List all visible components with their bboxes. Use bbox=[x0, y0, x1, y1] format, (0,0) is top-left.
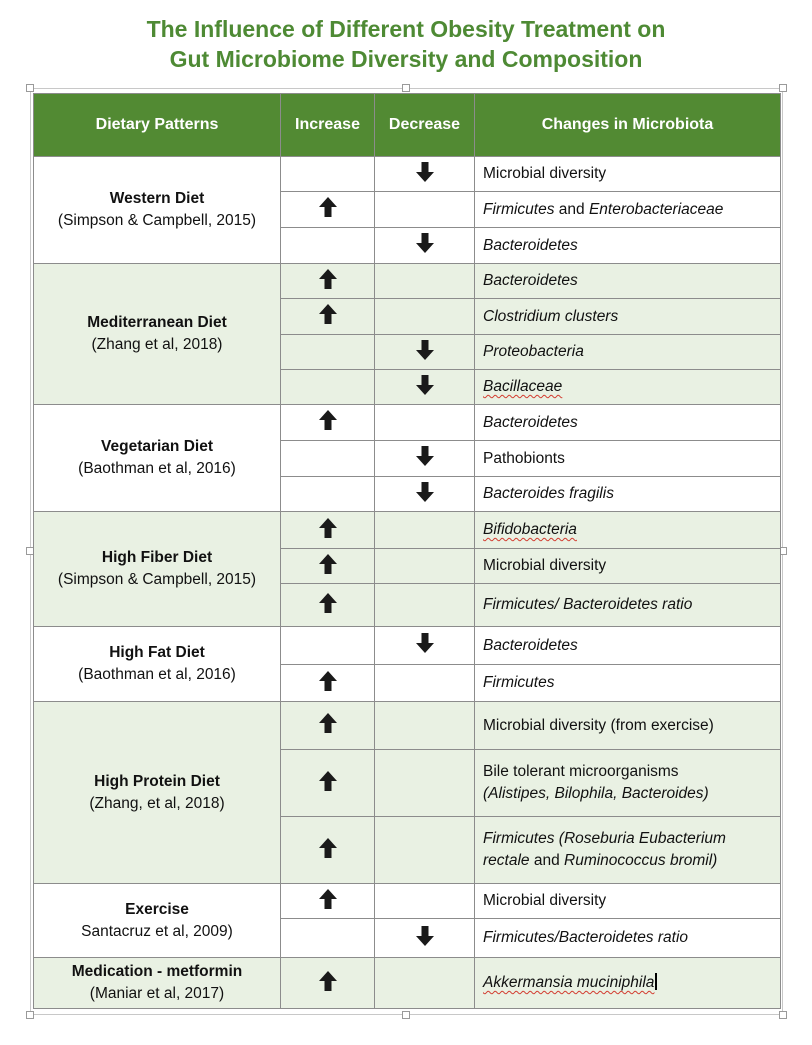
increase-cell bbox=[281, 264, 375, 299]
decrease-cell bbox=[375, 702, 475, 750]
table-row bbox=[34, 702, 781, 750]
microbiota-change-cell bbox=[475, 584, 781, 627]
change-text: and bbox=[529, 852, 565, 869]
change-text: Bifidobacteria bbox=[483, 521, 577, 538]
decrease-cell bbox=[375, 477, 475, 512]
arrow-up-icon bbox=[318, 897, 338, 914]
table-row bbox=[34, 264, 781, 299]
header-dietary-patterns: Dietary Patterns bbox=[34, 94, 281, 157]
arrow-up-icon bbox=[318, 601, 338, 618]
increase-cell bbox=[281, 958, 375, 1009]
dietary-pattern-cell bbox=[34, 884, 281, 958]
pattern-citation: (Baothman et al, 2016) bbox=[78, 460, 236, 477]
increase-cell bbox=[281, 750, 375, 817]
change-text: Firmicutes/Bacteroidetes ratio bbox=[483, 929, 689, 946]
change-text: Firmicutes bbox=[483, 674, 555, 691]
decrease-cell bbox=[375, 157, 475, 192]
dietary-pattern-cell bbox=[34, 958, 281, 1009]
pattern-citation: (Maniar et al, 2017) bbox=[89, 985, 225, 1002]
change-text: Bacillaceae bbox=[483, 378, 563, 395]
microbiota-change-cell bbox=[475, 549, 781, 584]
change-text: Firmicutes/ Bacteroidetes ratio bbox=[483, 596, 693, 613]
increase-cell bbox=[281, 884, 375, 919]
increase-cell bbox=[281, 370, 375, 405]
change-text: rectale bbox=[483, 852, 530, 869]
resize-handle-bottom[interactable] bbox=[402, 1011, 410, 1019]
change-text: Ruminococcus bromil) bbox=[564, 852, 718, 869]
microbiota-change-cell bbox=[475, 264, 781, 299]
change-text: Bacteroidetes bbox=[483, 236, 578, 254]
change-text: Pathobionts bbox=[483, 449, 565, 467]
pattern-name: Medication - metformin bbox=[71, 963, 243, 980]
decrease-cell bbox=[375, 549, 475, 584]
change-text: Akkermansia muciniphila bbox=[483, 974, 655, 991]
text-cursor bbox=[655, 973, 657, 990]
microbiota-change-cell bbox=[475, 512, 781, 549]
dietary-pattern-cell bbox=[34, 264, 281, 405]
microbiota-change-cell bbox=[475, 299, 781, 335]
change-text: Firmicutes (Roseburia Eubacterium bbox=[483, 830, 726, 847]
increase-cell bbox=[281, 549, 375, 584]
change-text: Proteobacteria bbox=[483, 343, 584, 360]
microbiota-change-cell bbox=[475, 627, 781, 665]
table-header-row bbox=[34, 94, 781, 157]
resize-handle-bottom-right[interactable] bbox=[779, 1011, 787, 1019]
title-line-2: Gut Microbiome Diversity and Composition bbox=[169, 46, 643, 72]
arrow-up-icon bbox=[318, 979, 338, 996]
title-line-1: The Influence of Different Obesity Treatment on bbox=[146, 16, 666, 42]
decrease-cell bbox=[375, 817, 475, 884]
decrease-cell bbox=[375, 627, 475, 665]
arrow-down-icon bbox=[415, 348, 435, 365]
table-row bbox=[34, 884, 781, 919]
arrow-down-icon bbox=[415, 641, 435, 658]
increase-cell bbox=[281, 157, 375, 192]
pattern-name: Mediterranean Diet bbox=[87, 314, 227, 331]
microbiota-change-cell bbox=[475, 884, 781, 919]
arrow-up-icon bbox=[318, 312, 338, 329]
dietary-pattern-cell bbox=[34, 157, 281, 264]
change-text: Clostridium clusters bbox=[483, 307, 619, 325]
microbiota-change-cell bbox=[475, 750, 781, 817]
pattern-citation: (Simpson & Campbell, 2015) bbox=[57, 212, 257, 229]
change-text: Bacteroidetes bbox=[483, 272, 578, 289]
arrow-up-icon bbox=[318, 205, 338, 222]
arrow-up-icon bbox=[318, 418, 338, 435]
decrease-cell bbox=[375, 299, 475, 335]
decrease-cell bbox=[375, 584, 475, 627]
change-text: Microbial diversity bbox=[483, 165, 607, 182]
arrow-up-icon bbox=[318, 679, 338, 696]
resize-handle-top-left[interactable] bbox=[26, 84, 34, 92]
table-row bbox=[34, 958, 781, 1009]
microbiota-change-cell bbox=[475, 228, 781, 264]
resize-handle-top-right[interactable] bbox=[779, 84, 787, 92]
microbiome-table bbox=[33, 93, 781, 1009]
microbiota-change-cell bbox=[475, 370, 781, 405]
page-title bbox=[0, 14, 812, 74]
resize-handle-top[interactable] bbox=[402, 84, 410, 92]
arrow-up-icon bbox=[318, 721, 338, 738]
arrow-down-icon bbox=[415, 934, 435, 951]
decrease-cell bbox=[375, 405, 475, 441]
pattern-name: Exercise bbox=[125, 900, 189, 918]
increase-cell bbox=[281, 192, 375, 228]
pattern-name: High Protein Diet bbox=[94, 772, 220, 790]
change-text: and bbox=[554, 200, 589, 218]
change-text: Bacteroides fragilis bbox=[483, 485, 614, 502]
change-text: Bacteroidetes bbox=[483, 636, 578, 654]
increase-cell bbox=[281, 477, 375, 512]
decrease-cell bbox=[375, 335, 475, 370]
increase-cell bbox=[281, 299, 375, 335]
decrease-cell bbox=[375, 370, 475, 405]
table-row bbox=[34, 627, 781, 665]
arrow-down-icon bbox=[415, 170, 435, 187]
header-decrease: Decrease bbox=[375, 94, 475, 157]
increase-cell bbox=[281, 441, 375, 477]
microbiota-change-cell bbox=[475, 477, 781, 512]
arrow-up-icon bbox=[318, 779, 338, 796]
pattern-name: Vegetarian Diet bbox=[101, 438, 213, 455]
microbiota-change-cell bbox=[475, 702, 781, 750]
change-text: Microbial diversity bbox=[483, 557, 607, 574]
decrease-cell bbox=[375, 512, 475, 549]
dietary-pattern-cell bbox=[34, 512, 281, 627]
increase-cell bbox=[281, 627, 375, 665]
microbiota-change-cell bbox=[475, 157, 781, 192]
header-increase: Increase bbox=[281, 94, 375, 157]
arrow-up-icon bbox=[318, 846, 338, 863]
table-row bbox=[34, 405, 781, 441]
increase-cell bbox=[281, 817, 375, 884]
increase-cell bbox=[281, 512, 375, 549]
change-text: Bacteroidetes bbox=[483, 413, 578, 431]
increase-cell bbox=[281, 702, 375, 750]
change-text: Bile tolerant microorganisms bbox=[483, 763, 679, 780]
arrow-down-icon bbox=[415, 454, 435, 471]
decrease-cell bbox=[375, 228, 475, 264]
increase-cell bbox=[281, 405, 375, 441]
microbiota-change-cell bbox=[475, 192, 781, 228]
microbiota-change-cell bbox=[475, 919, 781, 958]
pattern-citation: (Baothman et al, 2016) bbox=[78, 666, 236, 683]
header-changes: Changes in Microbiota bbox=[475, 94, 781, 157]
microbiota-change-cell bbox=[475, 405, 781, 441]
pattern-name: High Fiber Diet bbox=[101, 549, 213, 566]
microbiota-change-cell bbox=[475, 958, 781, 1009]
decrease-cell bbox=[375, 958, 475, 1009]
arrow-up-icon bbox=[318, 526, 338, 543]
pattern-name: High Fat Diet bbox=[109, 644, 205, 661]
resize-handle-bottom-left[interactable] bbox=[26, 1011, 34, 1019]
change-text: (Alistipes, Bilophila, Bacteroides) bbox=[483, 785, 709, 802]
increase-cell bbox=[281, 335, 375, 370]
increase-cell bbox=[281, 228, 375, 264]
table-body bbox=[34, 157, 781, 1009]
increase-cell bbox=[281, 665, 375, 702]
dietary-pattern-cell bbox=[34, 702, 281, 884]
decrease-cell bbox=[375, 441, 475, 477]
change-text: Microbial diversity bbox=[483, 892, 607, 909]
arrow-down-icon bbox=[415, 383, 435, 400]
arrow-down-icon bbox=[415, 490, 435, 507]
increase-cell bbox=[281, 919, 375, 958]
change-text: Enterobacteriaceae bbox=[588, 200, 724, 218]
microbiota-change-cell bbox=[475, 335, 781, 370]
arrow-up-icon bbox=[318, 277, 338, 294]
change-text: Microbial diversity (from exercise) bbox=[483, 716, 714, 734]
dietary-pattern-cell bbox=[34, 405, 281, 512]
decrease-cell bbox=[375, 665, 475, 702]
pattern-citation: (Zhang et al, 2018) bbox=[91, 336, 223, 353]
table-row bbox=[34, 512, 781, 549]
decrease-cell bbox=[375, 192, 475, 228]
change-text: Firmicutes bbox=[483, 200, 555, 218]
pattern-citation: (Zhang, et al, 2018) bbox=[89, 794, 225, 812]
arrow-up-icon bbox=[318, 562, 338, 579]
pattern-name: Western Diet bbox=[109, 190, 205, 207]
decrease-cell bbox=[375, 884, 475, 919]
microbiota-change-cell bbox=[475, 441, 781, 477]
pattern-citation: (Simpson & Campbell, 2015) bbox=[57, 571, 257, 588]
table-row bbox=[34, 157, 781, 192]
arrow-down-icon bbox=[415, 241, 435, 258]
decrease-cell bbox=[375, 264, 475, 299]
decrease-cell bbox=[375, 750, 475, 817]
dietary-pattern-cell bbox=[34, 627, 281, 702]
microbiota-change-cell bbox=[475, 665, 781, 702]
increase-cell bbox=[281, 584, 375, 627]
decrease-cell bbox=[375, 919, 475, 958]
microbiota-change-cell bbox=[475, 817, 781, 884]
pattern-citation: Santacruz et al, 2009) bbox=[81, 922, 233, 940]
